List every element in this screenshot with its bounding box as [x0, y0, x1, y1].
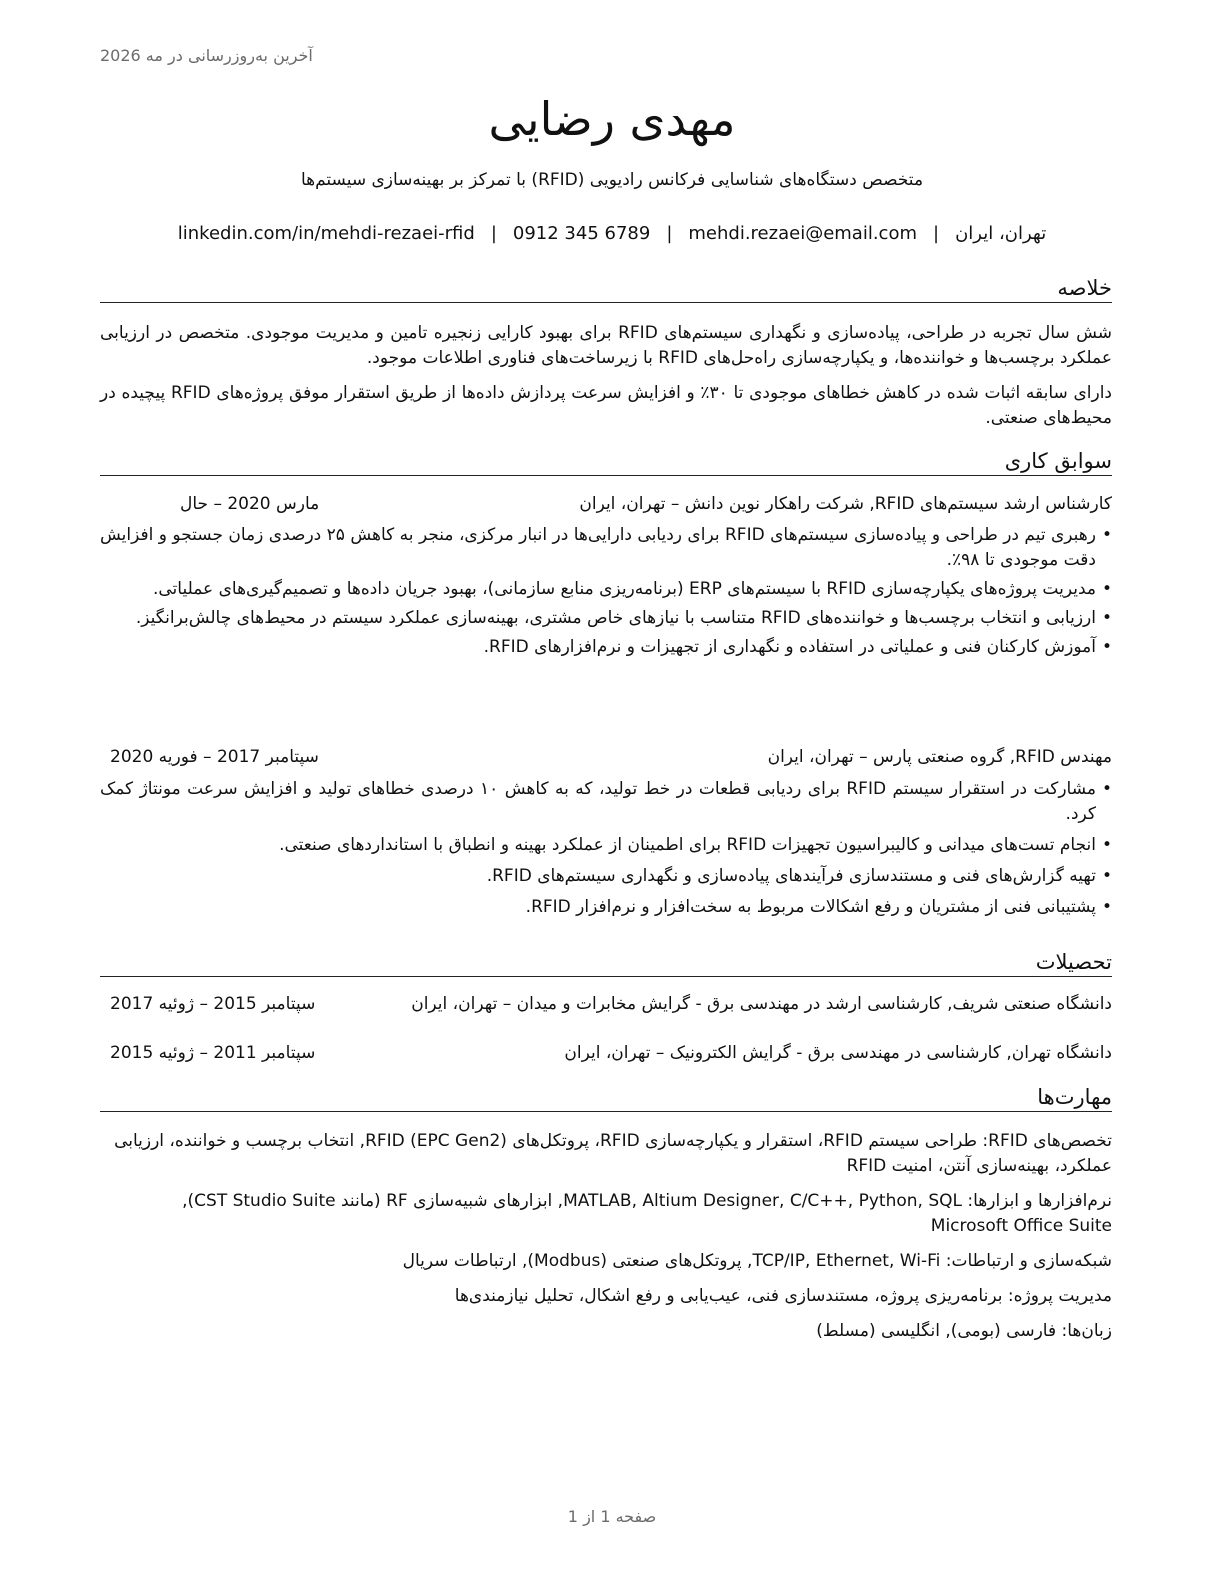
list-item: • آموزش کارکنان فنی و عملیاتی در استفاده و نگهداری از تجهیزات و نرم‌افزارهای RFID. — [100, 635, 1112, 660]
list-item: • رهبری تیم در طراحی و پیاده‌سازی سیستم‌های RFID برای ردیابی دارایی‌ها در انبار مرکزی، منجر به کاهش ۲۵ درصدی زمان جستجو و افزایش دقت موجودی تا ۹۸٪. — [100, 523, 1112, 573]
job-header — [100, 494, 1112, 520]
summary-paragraph: دارای سابقه اثبات شده در کاهش خطاهای موجودی تا ۳۰٪ و افزایش سرعت پردازش داده‌ها از طریق استقرار موفق پروژه‌های RFID پیچیده در محیط‌های صنعتی. — [100, 383, 1113, 428]
education-entry — [100, 1043, 1112, 1069]
job-dates: مارس 2020 – حال — [180, 494, 320, 514]
list-item: • پشتیبانی فنی از مشتریان و رفع اشکالات مربوط به سخت‌افزار و نرم‌افزار RFID. — [100, 895, 1112, 920]
section-title-summary: خلاصه — [100, 276, 1112, 303]
contact-separator: | — [933, 223, 940, 244]
resume-tagline: متخصص دستگاه‌های شناسایی فرکانس رادیویی (RFID) با تمرکز بر بهینه‌سازی سیستم‌ها — [300, 170, 924, 190]
skill-line: مدیریت پروژه: برنامه‌ریزی پروژه، مستندسازی فنی، عیب‌یابی و رفع اشکال، تحلیل نیازمندی‌ها — [454, 1286, 1112, 1306]
list-item: • مشارکت در استقرار سیستم RFID برای ردیابی قطعات در خط تولید، که به کاهش ۱۰ درصدی خطاهای تولید و افزایش سرعت مونتاژ کمک کرد. — [100, 777, 1112, 827]
education-title: دانشگاه صنعتی شریف, کارشناسی ارشد در مهندسی برق - گرایش مخابرات و میدان – تهران، ایران — [411, 994, 1112, 1014]
contact-line — [0, 223, 1224, 244]
list-item: • انجام تست‌های میدانی و کالیبراسیون تجهیزات RFID برای اطمینان از عملکرد بهینه و انطباق با استانداردهای صنعتی. — [100, 833, 1112, 858]
job-header — [100, 747, 1112, 773]
contact-email[interactable]: mehdi.rezaei@email.com — [688, 223, 917, 244]
summary-paragraph: شش سال تجربه در طراحی، پیاده‌سازی و نگهداری سیستم‌های RFID برای بهبود کارایی زنجیره تامین و مدیریت موجودی. متخصص در ارزیابی عملکرد برچسب‌ها و خواننده‌ها، و یکپارچه‌سازی راه‌حل‌های RFID با زیرساخت‌های فناوری اطلاعات موجود. — [100, 323, 1112, 368]
list-item: • ارزیابی و انتخاب برچسب‌ها و خواننده‌های RFID متناسب با نیازهای خاص مشتری، بهینه‌سازی عملکرد سیستم در محیط‌های چالش‌برانگیز. — [100, 606, 1112, 631]
contact-linkedin[interactable]: linkedin.com/in/mehdi-rezaei-rfid — [177, 223, 475, 244]
list-item: • تهیه گزارش‌های فنی و مستندسازی فرآیندهای پیاده‌سازی و نگهداری سیستم‌های RFID. — [100, 864, 1112, 889]
section-title-education: تحصیلات — [100, 950, 1112, 977]
section-title-skills: مهارت‌ها — [100, 1085, 1112, 1112]
contact-separator: | — [490, 223, 497, 244]
job-bullets — [100, 777, 1112, 924]
resume-name: مهدی رضایی — [488, 92, 736, 146]
education-entry — [100, 994, 1112, 1020]
skill-line: تخصص‌های RFID: طراحی سیستم RFID، استقرار و یکپارچه‌سازی RFID، پروتکل‌های RFID (EPC Gen2), انتخاب برچسب و خواننده، ارزیابی عملکرد، بهینه‌سازی آنتن، امنیت RFID — [114, 1131, 1112, 1176]
contact-separator: | — [666, 223, 673, 244]
job-title: کارشناس ارشد سیستم‌های RFID, شرکت راهکار نوین دانش – تهران، ایران — [579, 494, 1112, 514]
last-updated-note: آخرین به‌روزرسانی در مه 2026 — [100, 46, 313, 65]
skill-line: شبکه‌سازی و ارتباطات: TCP/IP, Ethernet, Wi-Fi, پروتکل‌های صنعتی (Modbus), ارتباطات سریال — [402, 1251, 1112, 1271]
skill-line: زبان‌ها: فارسی (بومی), انگلیسی (مسلط) — [816, 1321, 1112, 1341]
job-bullets — [100, 523, 1112, 664]
skill-line: نرم‌افزارها و ابزارها: MATLAB, Altium Designer, C/C++, Python, SQL, ابزارهای شبیه‌سازی RF (مانند CST Studio Suite), Microsoft Office Suite — [182, 1191, 1112, 1236]
education-dates: سپتامبر 2015 – ژوئیه 2017 — [110, 994, 316, 1014]
education-dates: سپتامبر 2011 – ژوئیه 2015 — [110, 1043, 316, 1063]
contact-phone[interactable]: 0912 345 6789 — [512, 223, 651, 244]
page-number: صفحه 1 از 1 — [567, 1507, 657, 1526]
job-dates: سپتامبر 2017 – فوریه 2020 — [110, 747, 319, 767]
job-title: مهندس RFID, گروه صنعتی پارس – تهران، ایران — [767, 747, 1112, 767]
contact-location: تهران، ایران — [955, 223, 1047, 244]
list-item: • مدیریت پروژه‌های یکپارچه‌سازی RFID با سیستم‌های ERP (برنامه‌ریزی منابع سازمانی)، بهبود جریان داده‌ها و تصمیم‌گیری‌های عملیاتی. — [100, 577, 1112, 602]
education-title: دانشگاه تهران, کارشناسی در مهندسی برق - گرایش الکترونیک – تهران، ایران — [564, 1043, 1112, 1063]
section-title-experience: سوابق کاری — [100, 449, 1112, 476]
